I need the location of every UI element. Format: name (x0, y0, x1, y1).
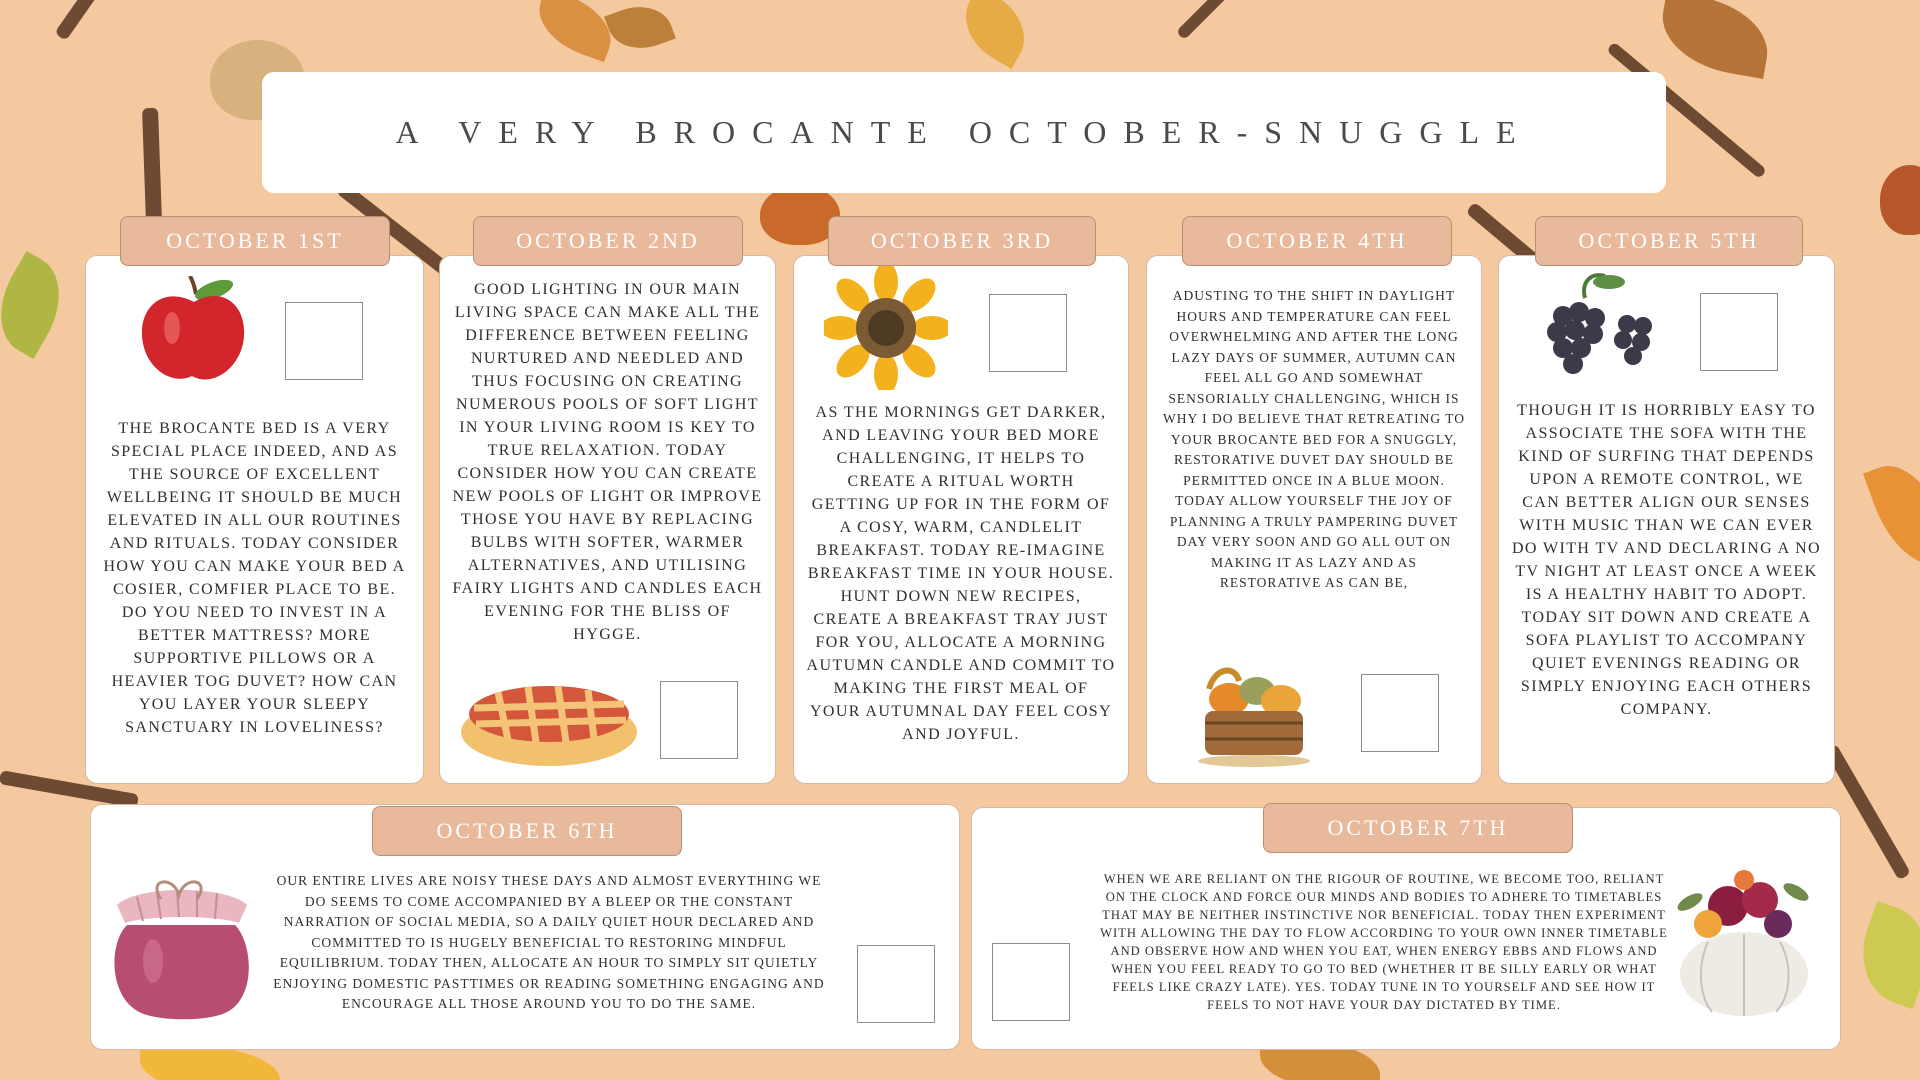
day-card-3 (793, 255, 1129, 784)
day-2-checkbox[interactable] (660, 681, 738, 759)
day-1-label: OCTOBER 1ST (120, 216, 390, 266)
day-5-checkbox[interactable] (1700, 293, 1778, 371)
jam-jar-icon (107, 875, 257, 1021)
day-7-label: OCTOBER 7TH (1263, 803, 1573, 853)
day-3-label: OCTOBER 3RD (828, 216, 1096, 266)
day-2-text: GOOD LIGHTING IN OUR MAIN LIVING SPACE CAN MAKE ALL THE DIFFERENCE BETWEEN FEELING NURTURED AND NEEDLED AND THUS FOCUSING ON CREATING NUMEROUS POOLS OF SOFT LIGHT IN YOUR LIVING ROOM IS KEY TO TRUE RELAXATION. TODAY CONSIDER HOW YOU CAN CREATE NEW POOLS OF LIGHT OR IMPROVE THOSE YOU HAVE BY REPLACING BULBS WITH SOFTER, WARMER ALTERNATIVES, AND UTILISING FAIRY LIGHTS AND CANDLES EACH EVENING FOR THE BLISS OF HYGGE. (452, 281, 763, 643)
day-5-label: OCTOBER 5TH (1535, 216, 1803, 266)
apple-icon (134, 276, 254, 388)
day-7-checkbox[interactable] (992, 943, 1070, 1021)
day-3-checkbox[interactable] (989, 294, 1067, 372)
blackberry-icon (1535, 268, 1667, 384)
day-3-text: AS THE MORNINGS GET DARKER, AND LEAVING YOUR BED MORE CHALLENGING, IT HELPS TO CREATE A RITUAL WORTH GETTING UP FOR IN THE FORM OF A COSY, WARM, CANDLELIT BREAKFAST. TODAY RE-IMAGINE BREAKFAST TIME IN YOUR HOUSE. HUNT DOWN NEW RECIPES, CREATE A BREAKFAST TRAY JUST FOR YOU, ALLOCATE A MORNING AUTUMN CANDLE AND COMMIT TO MAKING THE FIRST MEAL OF YOUR AUTUMNAL DAY FEEL COSY AND JOYFUL. (806, 404, 1116, 743)
day-1-text: THE BROCANTE BED IS A VERY SPECIAL PLACE INDEED, AND AS THE SOURCE OF EXCELLENT WELLBEING IT SHOULD BE MUCH ELEVATED IN ALL OUR ROUTINES AND RITUALS. TODAY CONSIDER HOW YOU CAN MAKE YOUR BED A COSIER, COMFIER PLACE TO BE. DO YOU NEED TO INVEST IN A BETTER MATTRESS? MORE SUPPORTIVE PILLOWS OR A HEAVIER TOG DUVET? HOW CAN YOU LAYER YOUR SLEEPY SANCTUARY IN LOVELINESS? (103, 420, 406, 736)
sunflower-icon (824, 266, 948, 390)
floral-pumpkin-icon (1668, 854, 1818, 1022)
pumpkin-basket-icon (1195, 661, 1313, 769)
page-title: A VERY BROCANTE OCTOBER-SNUGGLE (395, 114, 1533, 150)
day-7-text: WHEN WE ARE RELIANT ON THE RIGOUR OF ROUTINE, WE BECOME TOO, RELIANT ON THE CLOCK AND FORCE OUR MINDS AND BODIES TO ADHERE TO TIMETABLES THAT MAY BE NEITHER INSTINCTIVE NOR BENEFICIAL. TODAY THEN EXPERIMENT WITH ALLOWING THE DAY TO FLOW ACCORDING TO YOUR OWN INNER TIMETABLE AND OBSERVE HOW AND WHEN YOU EAT, WHEN ENERGY EBBS AND FLOWS AND WHEN YOU FEEL READY TO GO TO BED (WHETHER IT BE SILLY EARLY OR WHAT FEELS LIKE CRAZY LATE). YES. TODAY TUNE IN TO YOURSELF AND SEE HOW IT FEELS TO NOT HAVE YOUR DAY DICTATED BY TIME. (1100, 872, 1668, 1012)
day-card-5 (1498, 255, 1835, 784)
day-2-label: OCTOBER 2ND (473, 216, 743, 266)
day-6-checkbox[interactable] (857, 945, 935, 1023)
day-5-text: THOUGH IT IS HORRIBLY EASY TO ASSOCIATE THE SOFA WITH THE KIND OF SURFING THAT DEPENDS UPON A REMOTE CONTROL, WE CAN BETTER ALIGN OUR SENSES WITH MUSIC THAN WE CAN EVER DO WITH TV AND DECLARING A NO TV NIGHT AT LEAST ONCE A WEEK IS A HEALTHY HABIT TO ADOPT. TODAY SIT DOWN AND CREATE A SOFA PLAYLIST TO ACCOMPANY QUIET EVENINGS READING OR SIMPLY ENJOYING EACH OTHERS COMPANY. (1511, 402, 1822, 718)
day-card-1 (85, 255, 424, 784)
day-card-2 (439, 255, 776, 784)
day-6-text: OUR ENTIRE LIVES ARE NOISY THESE DAYS AND ALMOST EVERYTHING WE DO SEEMS TO COME ACCOMPANIED BY A BLEEP OR THE CONSTANT NARRATION OF SOCIAL MEDIA, SO A DAILY QUIET HOUR DECLARED AND COMMITTED TO IS HUGELY BENEFICIAL TO RESTORING MINDFUL EQUILIBRIUM. TODAY THEN, ALLOCATE AN HOUR TO SIMPLY SIT QUIETLY ENJOYING DOMESTIC PASTTIMES OR READING SOMETHING ENGAGING AND ENCOURAGE ALL THOSE AROUND YOU TO DO THE SAME. (273, 873, 825, 1011)
day-6-label: OCTOBER 6TH (372, 806, 682, 856)
title-card (262, 72, 1666, 193)
day-4-checkbox[interactable] (1361, 674, 1439, 752)
pie-icon (458, 674, 640, 770)
day-card-4 (1146, 255, 1482, 784)
day-4-label: OCTOBER 4TH (1182, 216, 1452, 266)
day-1-checkbox[interactable] (285, 302, 363, 380)
day-4-text: ADUSTING TO THE SHIFT IN DAYLIGHT HOURS AND TEMPERATURE CAN FEEL OVERWHELMING AND AFTER THE LONG LAZY DAYS OF SUMMER, AUTUMN CAN FEEL ALL GO AND SOMEWHAT SENSORIALLY CHALLENGING, WHICH IS WHY I DO BELIEVE THAT RETREATING TO YOUR BROCANTE BED FOR A SNUGGLY, RESTORATIVE DUVET DAY SHOULD BE PERMITTED ONCE IN A BLUE MOON. TODAY ALLOW YOURSELF THE JOY OF PLANNING A TRULY PAMPERING DUVET DAY VERY SOON AND GO ALL OUT ON MAKING IT AS LAZY AND AS RESTORATIVE AS CAN BE, (1163, 288, 1465, 590)
